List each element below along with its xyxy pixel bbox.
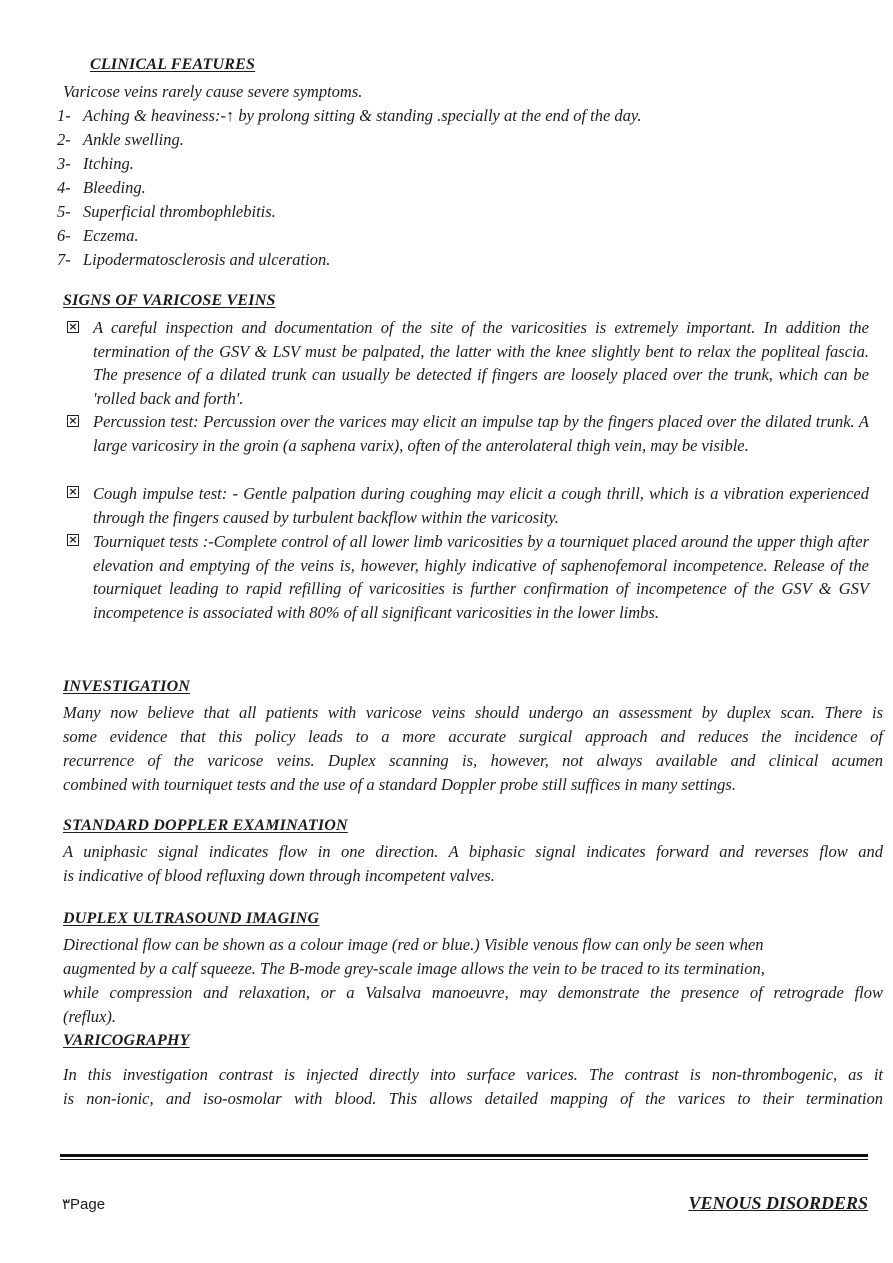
footer-divider-thin (60, 1159, 868, 1160)
checkbox-x-icon: × (68, 533, 78, 546)
doppler-line: is indicative of blood refluxing down through incompetent valves. (63, 866, 495, 885)
list-number: 1- (57, 106, 71, 125)
checkbox-x-icon: × (68, 320, 78, 333)
list-number: 6- (57, 226, 71, 245)
sign-text: A careful inspection and documentation of the site of the varicosities is extremely important. In addition the termination of the GSV & LSV must be palpated, the latter with the knee slightly bent to relax the popliteal fascia. The presence of a dilated trunk can usually be detected if fingers are loosely placed over the trunk, which can be 'rolled back and forth'. (93, 318, 869, 408)
clinical-intro: Varicose veins rarely cause severe symptoms. (63, 82, 363, 101)
investigation-line: recurrence of the varicose veins. Duplex scanning is, however, not always available and clinical acumen (63, 751, 883, 770)
list-text: Aching & heaviness:-↑ by prolong sitting & standing .specially at the end of the day. (83, 106, 642, 125)
list-text: Eczema. (83, 226, 139, 245)
investigation-line: some evidence that this policy leads to a more accurate surgical approach and reduces the incidence of (63, 727, 883, 746)
list-number: 3- (57, 154, 71, 173)
footer-divider (60, 1154, 868, 1157)
varicography-heading: VARICOGRAPHY (63, 1032, 190, 1049)
list-number: 4- (57, 178, 71, 197)
list-text: Bleeding. (83, 178, 146, 197)
sign-text: Percussion test: Percussion over the varices may elicit an impulse tap by the fingers placed over the dilated trunk. A large varicosiry in the groin (a saphena varix), often of the anterolateral thigh vein, may be visible. (93, 412, 869, 455)
list-text: Ankle swelling. (83, 130, 184, 149)
investigation-line: combined with tourniquet tests and the use of a standard Doppler probe still suffices in many settings. (63, 775, 736, 794)
signs-heading: SIGNS OF VARICOSE VEINS (63, 292, 276, 309)
duplex-line: Directional flow can be shown as a colour image (red or blue.) Visible venous flow can only be seen when (63, 935, 764, 954)
varicography-line: is non-ionic, and iso-osmolar with blood. This allows detailed mapping of the varices to their termination (63, 1089, 883, 1108)
duplex-line: (reflux). (63, 1007, 116, 1026)
investigation-line: Many now believe that all patients with varicose veins should undergo an assessment by duplex scan. There is (63, 703, 883, 722)
duplex-line: augmented by a calf squeeze. The B-mode grey-scale image allows the vein to be traced to its termination, (63, 959, 765, 978)
checkbox-x-icon: × (68, 485, 78, 498)
varicography-line: In this investigation contrast is injected directly into surface varices. The contrast is non-thrombogenic, as it (63, 1065, 883, 1084)
list-text: Superficial thrombophlebitis. (83, 202, 276, 221)
investigation-heading: INVESTIGATION (63, 678, 191, 695)
list-number: 7- (57, 250, 71, 269)
checkbox-x-icon: × (68, 414, 78, 427)
clinical-features-heading: CLINICAL FEATURES (90, 56, 256, 73)
sign-text: Tourniquet tests :-Complete control of all lower limb varicosities by a tourniquet placed around the upper thigh after elevation and emptying of the veins is, however, highly indicative of saphenofemoral incompetence. Release of the tourniquet leading to rapid refilling of varicosities is further confirmation of incompetence of the GSV & GSV incompetence is associated with 80% of all significant varicosities in the lower limbs. (93, 532, 869, 622)
doppler-line: A uniphasic signal indicates flow in one direction. A biphasic signal indicates forward and reverses flow and (63, 842, 883, 861)
page-number: ٣Page (62, 1196, 106, 1213)
doppler-heading: STANDARD DOPPLER EXAMINATION (63, 817, 348, 834)
duplex-line: while compression and relaxation, or a Valsalva manoeuvre, may demonstrate the presence of retrograde flow (63, 983, 883, 1002)
list-number: 5- (57, 202, 71, 221)
sign-text: Cough impulse test: - Gentle palpation during coughing may elicit a cough thrill, which is a vibration experienced through the fingers caused by turbulent backflow within the varicosity. (93, 484, 869, 527)
list-text: Lipodermatosclerosis and ulceration. (83, 250, 331, 269)
duplex-heading: DUPLEX ULTRASOUND IMAGING (63, 910, 320, 927)
list-number: 2- (57, 130, 71, 149)
list-text: Itching. (83, 154, 134, 173)
footer-title: VENOUS DISORDERS (688, 1193, 868, 1213)
